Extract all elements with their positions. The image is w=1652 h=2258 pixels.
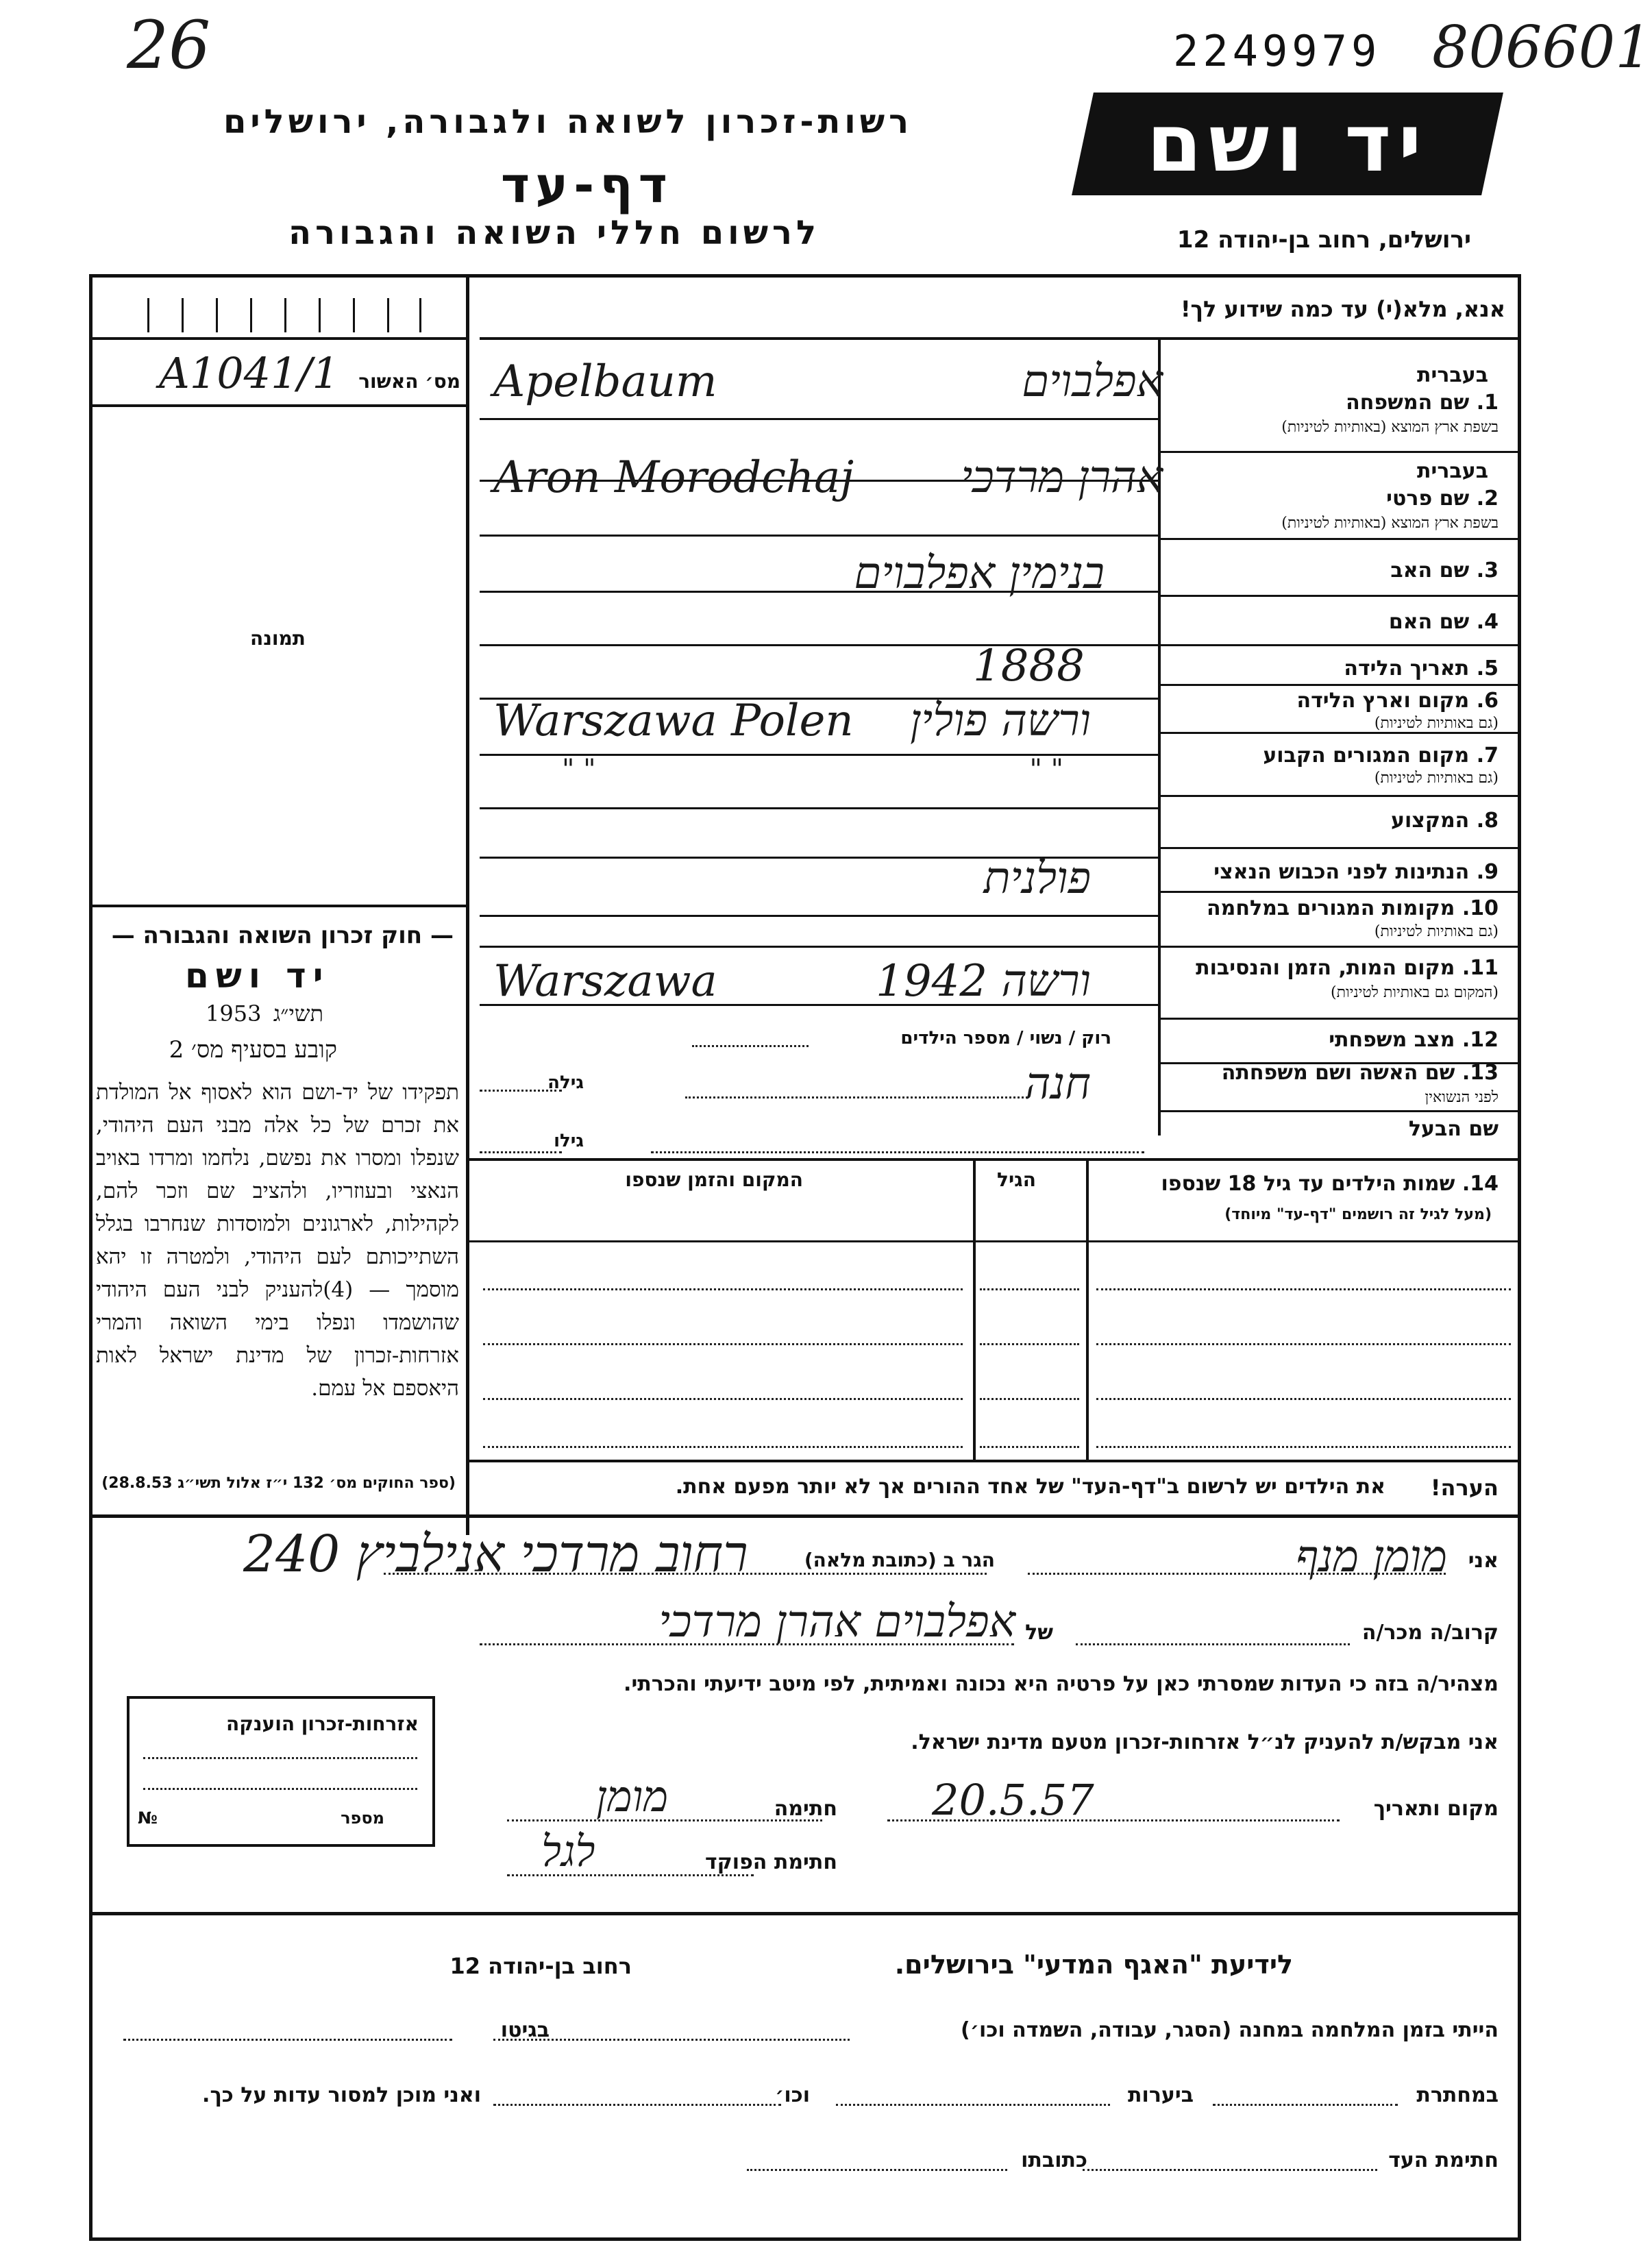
marital-options: רוק / נשוי / מספר הילדים xyxy=(900,1028,1111,1048)
page-number-handwritten: 26 xyxy=(127,7,211,84)
request-text: אני מבקש/ת להעניק לנ״ל אזרחות-זכרון מטעם מדינת ישראל. xyxy=(911,1730,1499,1754)
field-11-sub: (המקום גם באותיות לטיניות) xyxy=(1331,984,1499,1001)
husband-age-label: גילו xyxy=(554,1131,584,1151)
officer-signature: לגל xyxy=(541,1826,595,1876)
relative-of-value: אפלבוים אהרן מרדכי xyxy=(658,1597,1015,1647)
field-13-label: 13. שם האשה ושם משפחתה xyxy=(1221,1061,1499,1085)
footer-title: לידיעת "האגף המדעי" בירושלים. xyxy=(894,1950,1293,1980)
form-subtitle: לרשום חללי השואה והגבורה xyxy=(288,214,820,252)
signature-label: חתימה xyxy=(774,1797,837,1821)
lives-label: הגר ב (כתובת מלאה) xyxy=(804,1549,995,1571)
children-age-header: הגיל xyxy=(997,1168,1036,1191)
field-2-sub: בשפת ארץ המוצא (באותיות לטיניות) xyxy=(1281,515,1499,532)
relative-label: קרוב/ה מכר/ה xyxy=(1361,1621,1499,1645)
declaration-text: מצהיר/ה בזה כי העדות שמסרתי כאן על פרטיה היא נכונה ואמיתית, לפי מיטב ידיעתי והכרתי. xyxy=(624,1672,1499,1696)
photo-label: תמונה xyxy=(250,627,306,650)
field-11-label: 11. מקום המות, הזמן והנסיבות xyxy=(1196,956,1499,980)
law-reference: (ספר החוקים מס׳ 132 י״ז אלול תשי״ג 28.8.53) xyxy=(101,1475,456,1492)
field-7-sub: (גם באותיות לטיניות) xyxy=(1374,770,1499,787)
yad-vashem-logo xyxy=(1072,93,1503,195)
field-3-label: 3. שם האב xyxy=(1390,559,1499,582)
footer-address: רחוב בן-יהודה 12 xyxy=(449,1953,632,1979)
wife-name-value: חנה xyxy=(1024,1059,1091,1109)
field-4-label: 4. שם האם xyxy=(1388,610,1499,634)
form-title: דף-עד xyxy=(500,156,673,214)
footer-address-label: כתובתו xyxy=(1021,2148,1087,2172)
field-9-value: פולנית xyxy=(983,853,1091,904)
citizenship-no-sign: № xyxy=(138,1808,158,1828)
field-6-sub: (גם באותיות לטיניות) xyxy=(1374,715,1499,732)
footer-forests-label: ביערות xyxy=(1128,2083,1194,2107)
field-10-sub: (גם באותיות לטיניות) xyxy=(1374,923,1499,940)
husband-label: שם הבעל xyxy=(1408,1117,1499,1141)
approval-label: מס׳ האשור xyxy=(358,370,460,393)
officer-signature-label: חתימת הפוקד xyxy=(705,1850,837,1874)
field-6-latin: Warszawa Polen xyxy=(493,696,854,746)
date-value: 20.5.57 xyxy=(932,1775,1094,1825)
field-11-hebrew: ורשה 1942 xyxy=(876,956,1091,1007)
children-sub: (מעל לגיל זה רושמים "דף-עד" מיוחד) xyxy=(1224,1206,1492,1223)
file-number-handwritten: 806601 xyxy=(1432,14,1652,81)
children-place-header: המקום והזמן שנספו xyxy=(625,1168,803,1191)
citizenship-box xyxy=(127,1696,435,1847)
field-1-label: 1. שם המשפחה xyxy=(1346,391,1499,415)
field-6-label: 6. מקום וארץ הלידה xyxy=(1296,689,1499,713)
field-11-latin: Warszawa xyxy=(493,956,717,1007)
footer-witness-sig-label: חתימת העד xyxy=(1388,2148,1499,2172)
field-8-label: 8. המקצוע xyxy=(1390,809,1499,833)
address-line: ירושלים, רחוב בן-יהודה 12 xyxy=(1176,226,1471,254)
field-2-lang: בעברית xyxy=(1417,459,1488,483)
footer-etc-label: וכו׳ xyxy=(775,2083,810,2107)
note-text: את הילדים יש לרשום ב"דף-העד" של אחד ההורים אך לא יותר מפעם אחת. xyxy=(675,1475,1385,1499)
footer-ghetto-label: בגיטו xyxy=(500,2018,550,2042)
law-name: יד ושם xyxy=(185,956,330,996)
field-2-latin: Aron Morodchaj xyxy=(493,452,854,503)
citizenship-box-title: אזרחות-זכרון הוענקה xyxy=(226,1713,419,1735)
field-5-label: 5. תאריך הלידה xyxy=(1344,656,1499,680)
footer-camp-label: הייתי בזמן המלחמה במחנה (הסגר, עבודה, השמדה וכו׳) xyxy=(961,2018,1499,2042)
place-date-label: מקום ותאריך xyxy=(1373,1797,1499,1821)
law-section: קובע בסעיף מס׳ 2 xyxy=(169,1036,337,1064)
field-7-latin: " " xyxy=(562,754,596,785)
field-7-hebrew: " " xyxy=(1029,754,1063,785)
field-6-hebrew: ורשה פולין xyxy=(910,696,1091,746)
field-2-hebrew: אהרן מרדכי xyxy=(961,452,1163,503)
footer-ready-text: ואני מוכן למסור עדות על כך. xyxy=(202,2083,481,2107)
approval-ticks xyxy=(147,298,421,332)
note-label: הערה! xyxy=(1430,1475,1499,1501)
declarant-address: 240 רחוב מרדכי אנילביץ xyxy=(243,1525,748,1584)
approval-number: A1041/1 xyxy=(159,348,339,398)
of-label: של xyxy=(1025,1621,1053,1645)
field-12-label: 12. מצב משפחתי xyxy=(1329,1028,1499,1052)
signature-value: מומן xyxy=(596,1771,669,1821)
intro-text: אנא, מלא(י) עד כמה שידוע לך! xyxy=(1180,296,1505,322)
law-title: — חוק זכרון השואה והגבורה — xyxy=(111,922,454,949)
citizenship-number-label: מספר xyxy=(341,1808,384,1828)
field-13-sub: לפני הנשואין xyxy=(1425,1089,1499,1106)
law-year-hebrew: תשי״ג xyxy=(273,1001,323,1027)
field-1-latin: Apelbaum xyxy=(493,356,717,407)
law-text: תפקידו של יד-ושם הוא לאסוף אל המולדת את זכרם של כל אלה מבני העם היהודי, שנפלו ומסרו את נפשם, נלחמו ומרדו באויב הנאצי ובעוזריו, ולהציב שם וזכר להם, לקהילות, לארגונים ולמוסדות שנחרבו בגלל השתייכותם לעם היהודי, ולמטרה זו יהא מוסמך — (4)להעניק לבני העם היהודי שהושמדו ונפלו בימי השואה והמרי אזרחות-זכרון של מדינת ישראל לאות היאספם אל עמם. xyxy=(96,1080,459,1401)
declarant-i-label: אני xyxy=(1468,1549,1499,1573)
wife-age-label: גילה xyxy=(547,1072,584,1093)
field-3-hebrew: בנימין אפלבוים xyxy=(854,548,1105,599)
declarant-name: מומן מנף xyxy=(1296,1532,1447,1582)
children-label: 14. שמות הילדים עד גיל 18 שנספו xyxy=(1161,1172,1499,1196)
field-1-hebrew: אפלבוים xyxy=(1022,356,1163,407)
field-10-label: 10. מקומות המגורים במלחמה xyxy=(1207,896,1499,920)
authority-line: רשות-זכרון לשואה ולגבורה, ירושלים xyxy=(223,103,913,141)
field-7-label: 7. מקום המגורים הקבוע xyxy=(1263,744,1499,768)
field-5-value: 1888 xyxy=(973,641,1085,691)
footer-underground-label: במחתרת xyxy=(1416,2083,1499,2107)
field-1-lang: בעברית xyxy=(1417,363,1488,387)
field-1-sub: בשפת ארץ המוצא (באותיות לטיניות) xyxy=(1281,419,1499,436)
law-year: 1953 xyxy=(206,1001,262,1027)
logo-text: יד ושם xyxy=(1146,97,1429,190)
document-number: 2249979 xyxy=(1173,26,1381,76)
field-9-label: 9. הנתינות לפני הכבוש הנאצי xyxy=(1213,860,1499,884)
field-2-label: 2. שם פרטי xyxy=(1386,487,1499,511)
